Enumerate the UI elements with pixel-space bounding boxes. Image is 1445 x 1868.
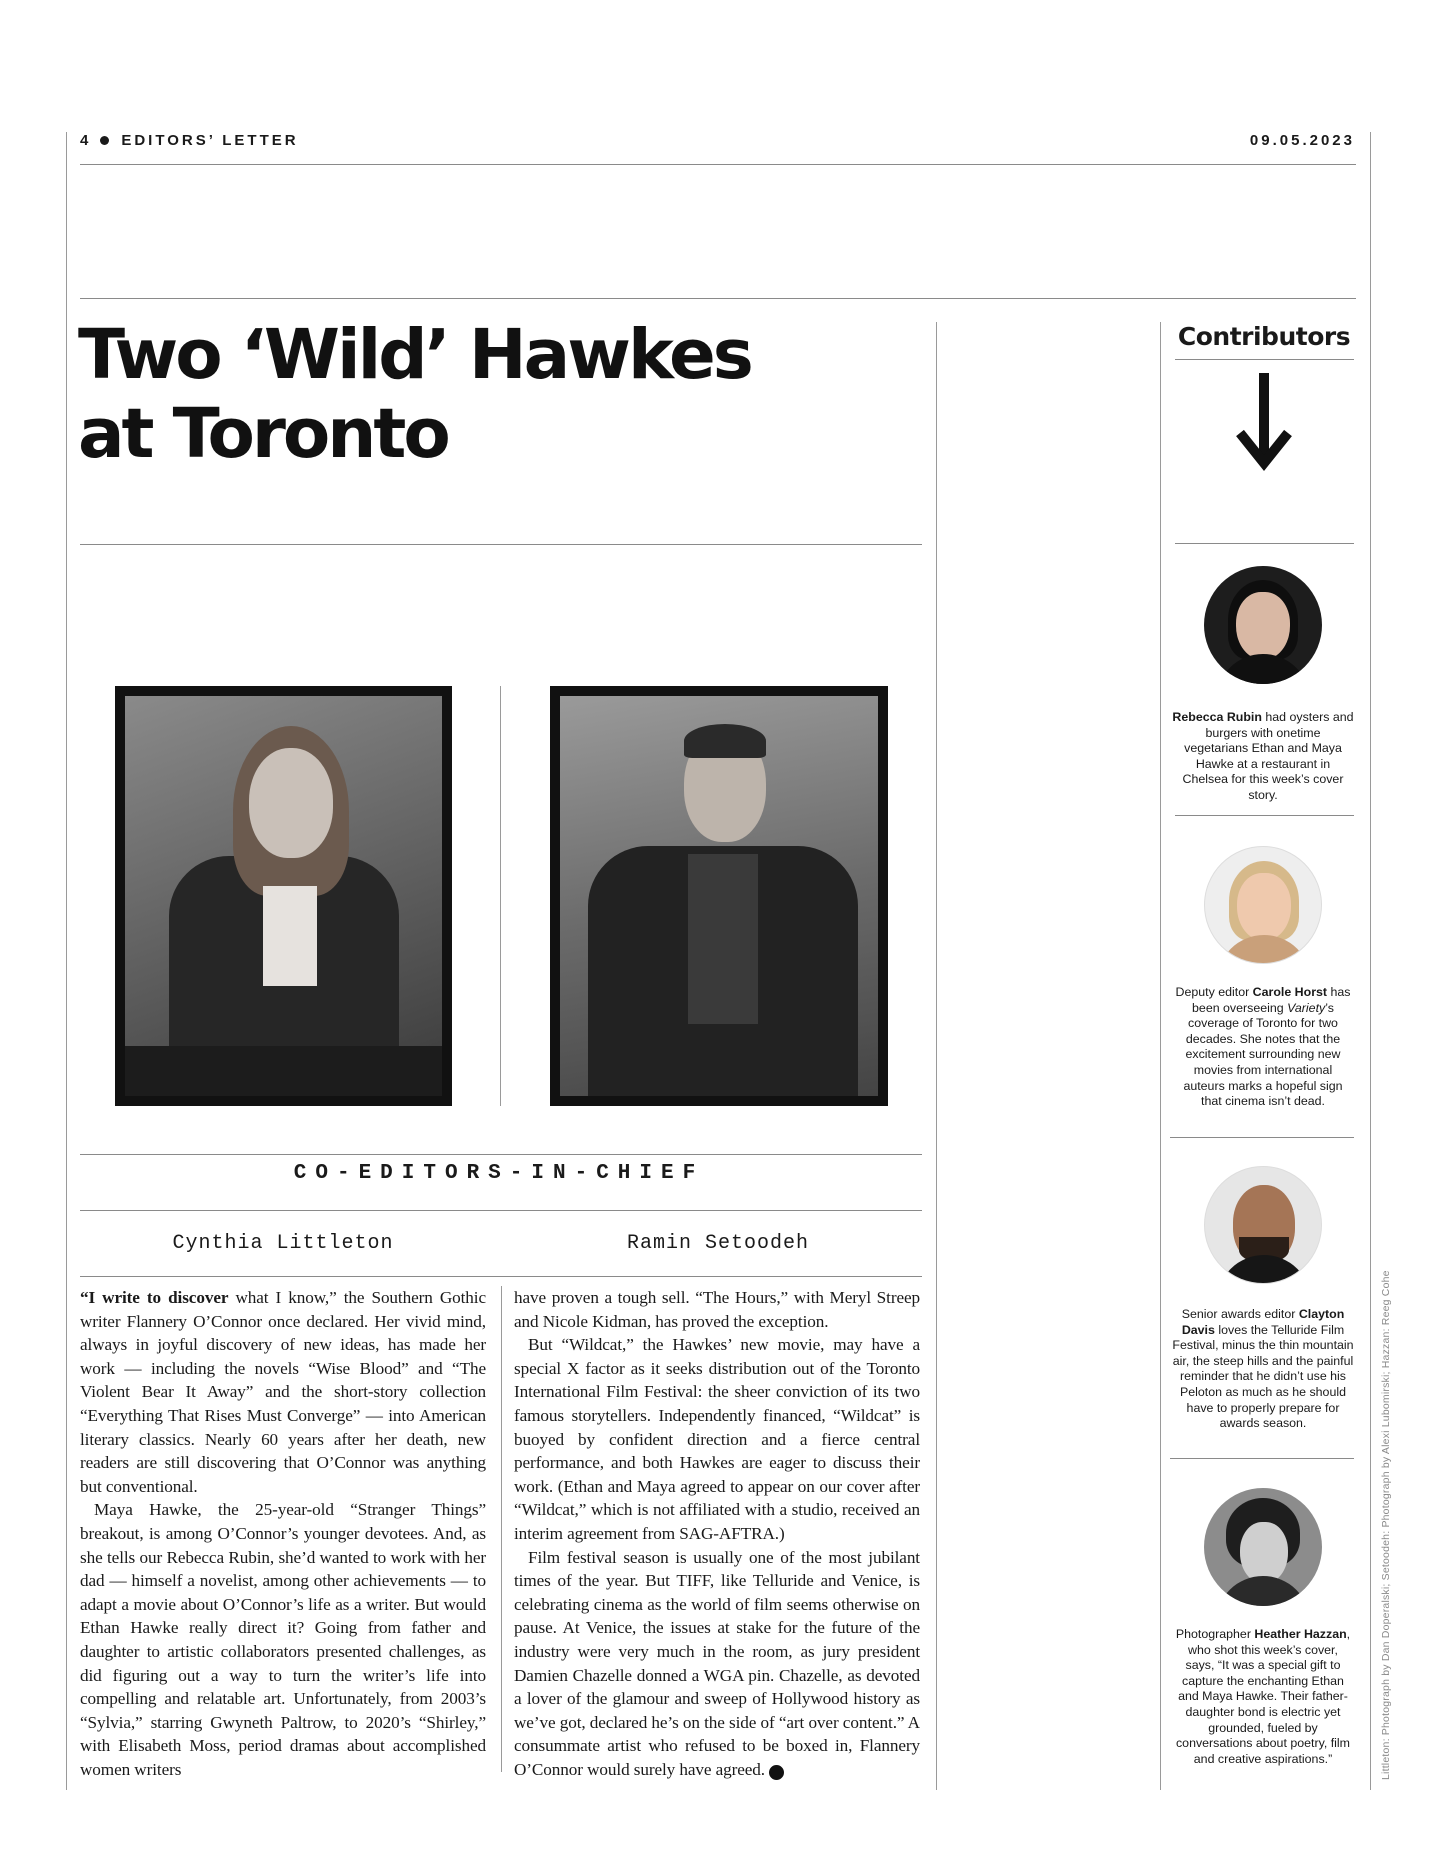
bullet-icon xyxy=(100,136,109,145)
article-column-1 xyxy=(80,1286,486,1781)
contributors-title-rule xyxy=(1175,359,1354,360)
article-paragraph: Maya Hawke, the 25-year-old “Stranger Things” breakout, is among O’Connor’s younger devotees. And, as she tells our Rebecca Rubin, she’d wanted to work with her dad — himself a novelist, among other achievements — to adapt a movie about O’Connor’s life as a writer. But would Ethan Hawke really direct it? Going from father and daughter to artistic collaborators presented challenges, as did figuring out a way to turn the writer’s life into compelling and relatable art. Unfortunately, from 2003’s “Sylvia,” starring Gwyneth Paltrow, to 2020’s “Shirley,” with Elisabeth Moss, period dramas about accomplished women writers xyxy=(80,1500,486,1779)
avatar-face xyxy=(1237,873,1291,941)
article-column-divider xyxy=(501,1286,502,1772)
photo-credit: Littleton: Photograph by Dan Doperalski; Setoodeh: Photograph by Alexi Lubomirski; Hazzan: Reeg Cohe xyxy=(1380,1270,1392,1780)
avatar-clayton-davis xyxy=(1204,1166,1322,1284)
publication-name: Variety xyxy=(1287,1000,1326,1015)
contributor-bio-hazzan: Photographer Heather Hazzan, who shot this week’s cover, says, “It was a special gift to capture the enchanting Ethan and Maya Hawke. Their father-daughter bond is electric yet grounded, fueled by conversations about poetry, film and creative aspirations.” xyxy=(1175,1627,1351,1766)
editor-name-right: Ramin Setoodeh xyxy=(626,1232,810,1255)
headline-line-1: Two ‘Wild’ Hawkes xyxy=(78,315,751,395)
masthead-mid-rule xyxy=(80,1210,922,1211)
photo-ramin-setoodeh xyxy=(550,686,888,1106)
avatar-shoulders xyxy=(1217,935,1311,964)
section-label: EDITORS’ LETTER xyxy=(121,132,299,149)
contributor-name: Clayton Davis xyxy=(1181,1307,1345,1337)
article-paragraph: But “Wildcat,” the Hawkes’ new movie, may have a special X factor as it seeks distribution out of the Toronto International Film Festival: the sheer conviction of its two famous storytellers. Independently financed, “Wildcat” is buoyed by confident direction and a fierce central performance, and both Hawkes are eager to discuss their work. (Ethan and Maya agreed to appear on our cover after “Wildcat,” which is not affiliated with a studio, received an interim agreement from SAG-AFTRA.) xyxy=(514,1335,920,1543)
photo-divider xyxy=(500,686,501,1106)
masthead-bottom-rule xyxy=(80,1276,922,1277)
page-number: 4 xyxy=(80,132,92,149)
photo-cynthia-littleton xyxy=(115,686,452,1106)
contributor-name: Rebecca Rubin xyxy=(1172,710,1262,724)
contributor-bio-davis: Senior awards editor Clayton Davis loves the Telluride Film Festival, minus the thin mountain air, the steep hills and the painful reminder that he didn’t use his Peloton as much as he should have to properly prepare for awards season. xyxy=(1172,1307,1354,1431)
top-section-rule xyxy=(80,298,1356,299)
contributor-rule xyxy=(1170,1137,1354,1138)
left-margin-rule xyxy=(66,132,67,1790)
header-rule xyxy=(80,164,1356,165)
photo-portrait-man xyxy=(560,696,878,1096)
headline-line-2: at Toronto xyxy=(78,394,448,474)
page-header xyxy=(80,132,299,149)
sidebar-left-rule xyxy=(1160,322,1161,1790)
avatar-face xyxy=(1236,592,1290,660)
article-paragraph: Film festival season is usually one of the most jubilant times of the year. But TIFF, like Telluride and Venice, is celebrating cinema as the world of film seems otherwise on pause. At Venice, the issues at stake for the future of the industry were very much in the room, as jury president Damien Chazelle donned a WGA pin. Chazelle, as devoted a lover of the glamour and sweep of Hollywood history as we’ve got, declared he’s on the side of “art over content.” A consummate artist who refused to be boxed in, Flannery O’Connor would surely have agreed. V xyxy=(514,1547,920,1779)
masthead-top-rule xyxy=(80,1154,922,1155)
avatar-shoulders xyxy=(1217,1255,1311,1284)
contributor-bio-rubin: Rebecca Rubin had oysters and burgers with onetime vegetarians Ethan and Maya Hawke at a restaurant in Chelsea for this week’s cover story. xyxy=(1172,710,1354,802)
headline-rule xyxy=(80,544,922,545)
photo-figure-face xyxy=(249,748,333,858)
contributor-bio-horst: Deputy editor Carole Horst has been overseeing Variety’s coverage of Toronto for two decades. She notes that the excitement surrounding new movies from international auteurs marks a hopeful sign that cinema isn’t dead. xyxy=(1175,985,1351,1109)
contributors-arrow-rule xyxy=(1175,543,1354,544)
contributor-rule xyxy=(1170,1458,1354,1459)
avatar-rebecca-rubin xyxy=(1204,566,1322,684)
photo-figure-shirt xyxy=(263,886,317,986)
contributor-name: Heather Hazzan xyxy=(1254,1627,1347,1641)
issue-date: 09.05.2023 xyxy=(1249,132,1355,149)
avatar-heather-hazzan xyxy=(1204,1488,1322,1606)
editor-name-left: Cynthia Littleton xyxy=(172,1232,394,1255)
photo-portrait-woman xyxy=(125,696,442,1096)
coeditors-label: CO-EDITORS-IN-CHIEF xyxy=(293,1162,705,1185)
contributor-rule xyxy=(1175,815,1354,816)
photo-table xyxy=(125,1046,442,1096)
photo-figure-hair xyxy=(684,724,766,758)
right-margin-rule xyxy=(1370,132,1371,1790)
headline xyxy=(78,316,878,474)
photo-figure-shirt xyxy=(688,854,758,1024)
article-paragraph: have proven a tough sell. “The Hours,” with Meryl Streep and Nicole Kidman, has proved the exception. xyxy=(514,1288,920,1331)
article-column-2 xyxy=(514,1286,920,1781)
arrow-down-icon xyxy=(1234,373,1294,473)
variety-end-mark-icon: V xyxy=(769,1765,784,1780)
article-paragraph: “I write to discover what I know,” the Southern Gothic writer Flannery O’Connor once declared. Her vivid mind, always in joyful discovery of new ideas, has made her work — including the novels “Wise Blood” and “The Violent Bear It Away” and the short-story collection “Everything That Rises Must Converge” — into American literary classics. Nearly 60 years after her death, new readers are still discovering that O’Connor was anything but conventional. xyxy=(80,1288,486,1496)
contributors-title: Contributors xyxy=(1177,322,1351,351)
avatar-shoulders xyxy=(1216,654,1310,684)
avatar-face xyxy=(1240,1522,1288,1584)
lead-in: “I write to discover xyxy=(80,1288,229,1307)
main-sidebar-divider xyxy=(936,322,937,1790)
avatar-carole-horst xyxy=(1204,846,1322,964)
avatar-shoulders xyxy=(1216,1576,1310,1606)
contributor-name: Carole Horst xyxy=(1252,985,1328,999)
